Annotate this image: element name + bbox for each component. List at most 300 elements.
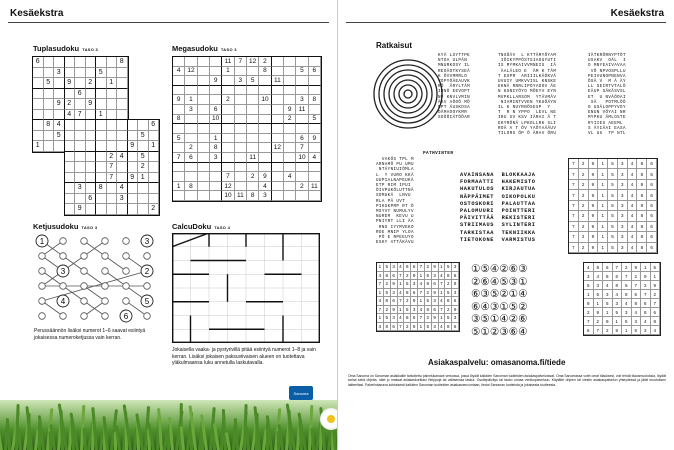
mega-cell[interactable] [222,115,234,125]
sudoku-cell[interactable] [138,183,149,194]
mega-cell[interactable]: 3 [259,191,271,201]
sudoku-cell[interactable] [86,131,97,142]
mega-cell[interactable] [198,95,210,105]
mega-cell[interactable]: 3 [210,153,222,163]
sudoku-cell[interactable] [128,183,139,194]
mega-cell[interactable] [296,86,308,96]
mega-cell[interactable] [259,105,271,115]
sudoku-cell[interactable] [65,68,76,79]
sudoku-cell[interactable]: 5 [96,68,107,79]
sudoku-cell[interactable] [33,120,44,131]
mega-cell[interactable] [309,105,321,115]
sudoku-cell[interactable] [107,183,118,194]
mega-cell[interactable] [296,124,308,134]
mega-cell[interactable] [222,163,234,173]
sudoku-cell[interactable]: 7 [107,173,118,184]
sudoku-cell[interactable]: 8 [117,57,128,68]
sudoku-cell[interactable] [96,99,107,110]
sudoku-cell[interactable] [33,131,44,142]
mega-cell[interactable] [235,153,247,163]
mega-cell[interactable] [235,134,247,144]
mega-cell[interactable]: 6 [296,134,308,144]
mega-cell[interactable] [185,134,197,144]
sudoku-cell[interactable]: 2 [149,204,160,215]
sudoku-cell[interactable] [117,68,128,79]
mega-cell[interactable] [272,163,284,173]
sudoku-cell[interactable] [128,194,139,205]
sudoku-cell[interactable] [96,162,107,173]
sudoku-cell[interactable]: 7 [75,110,86,121]
mega-cell[interactable] [210,182,222,192]
calcudoku-grid[interactable] [172,233,320,343]
mega-cell[interactable] [284,134,296,144]
sudoku-cell[interactable] [75,152,86,163]
mega-cell[interactable]: 4 [259,182,271,192]
mega-cell[interactable]: 8 [173,115,185,125]
mega-cell[interactable] [309,191,321,201]
mega-cell[interactable] [309,86,321,96]
sudoku-cell[interactable]: 6 [149,120,160,131]
mega-cell[interactable] [247,67,259,77]
mega-cell[interactable]: 2 [185,143,197,153]
sudoku-cell[interactable] [138,204,149,215]
mega-cell[interactable]: 12 [272,143,284,153]
mega-cell[interactable] [284,67,296,77]
mega-cell[interactable] [284,143,296,153]
sudoku-cell[interactable] [117,162,128,173]
mega-cell[interactable] [272,86,284,96]
mega-cell[interactable] [247,163,259,173]
mega-cell[interactable] [185,124,197,134]
mega-cell[interactable] [259,143,271,153]
mega-cell[interactable]: 3 [185,105,197,115]
mega-cell[interactable] [272,105,284,115]
mega-cell[interactable] [198,134,210,144]
sudoku-cell[interactable] [65,173,76,184]
mega-cell[interactable]: 5 [247,76,259,86]
sudoku-cell[interactable] [44,57,55,68]
mega-cell[interactable] [210,172,222,182]
mega-cell[interactable]: 11 [296,105,308,115]
sudoku-cell[interactable] [75,68,86,79]
sudoku-cell[interactable] [86,120,97,131]
mega-cell[interactable] [296,57,308,67]
mega-cell[interactable] [222,153,234,163]
mega-cell[interactable] [309,172,321,182]
mega-cell[interactable] [222,105,234,115]
mega-cell[interactable] [185,57,197,67]
sudoku-cell[interactable] [128,131,139,142]
sudoku-cell[interactable] [75,162,86,173]
mega-cell[interactable] [210,86,222,96]
mega-cell[interactable] [272,153,284,163]
mega-cell[interactable] [259,115,271,125]
mega-cell[interactable]: 12 [222,182,234,192]
sudoku-cell[interactable] [117,141,128,152]
mega-cell[interactable] [185,191,197,201]
sudoku-cell[interactable]: 2 [86,78,97,89]
sudoku-cell[interactable]: 4 [117,152,128,163]
sudoku-cell[interactable]: 1 [138,173,149,184]
mega-cell[interactable]: 2 [296,182,308,192]
sudoku-cell[interactable]: 7 [107,162,118,173]
sudoku-cell[interactable]: 5 [44,78,55,89]
sudoku-cell[interactable] [96,89,107,100]
sudoku-cell[interactable] [86,152,97,163]
mega-cell[interactable] [173,143,185,153]
sudoku-cell[interactable] [117,78,128,89]
sudoku-cell[interactable]: 4 [54,120,65,131]
mega-cell[interactable] [272,67,284,77]
sudoku-cell[interactable] [65,89,76,100]
mega-cell[interactable] [173,57,185,67]
sudoku-cell[interactable] [54,78,65,89]
mega-cell[interactable] [272,172,284,182]
mega-cell[interactable]: 1 [185,95,197,105]
sudoku-cell[interactable] [117,120,128,131]
mega-cell[interactable] [296,115,308,125]
mega-cell[interactable] [185,115,197,125]
sudoku-cell[interactable] [107,120,118,131]
sudoku-cell[interactable]: 5 [138,152,149,163]
sudoku-cell[interactable] [65,57,76,68]
sudoku-cell[interactable]: 6 [75,89,86,100]
tuplasudoku-grid[interactable] [32,56,157,213]
mega-cell[interactable] [198,86,210,96]
sudoku-cell[interactable] [65,162,76,173]
mega-cell[interactable] [210,57,222,67]
mega-cell[interactable] [198,115,210,125]
sudoku-cell[interactable]: 3 [117,194,128,205]
sudoku-cell[interactable] [44,141,55,152]
sudoku-cell[interactable] [128,162,139,173]
sudoku-cell[interactable] [107,89,118,100]
mega-cell[interactable] [235,115,247,125]
mega-cell[interactable] [284,153,296,163]
mega-cell[interactable] [173,86,185,96]
mega-cell[interactable] [235,105,247,115]
mega-cell[interactable] [284,124,296,134]
sudoku-cell[interactable] [54,89,65,100]
mega-cell[interactable] [284,163,296,173]
sudoku-cell[interactable]: 4 [117,183,128,194]
sudoku-cell[interactable] [44,110,55,121]
mega-cell[interactable] [272,191,284,201]
sudoku-cell[interactable] [107,194,118,205]
sudoku-cell[interactable]: 2 [138,162,149,173]
mega-cell[interactable] [284,182,296,192]
mega-cell[interactable]: 11 [272,76,284,86]
sudoku-cell[interactable] [107,141,118,152]
mega-cell[interactable]: 8 [247,191,259,201]
sudoku-cell[interactable] [75,57,86,68]
sudoku-cell[interactable] [86,57,97,68]
mega-cell[interactable] [235,143,247,153]
sudoku-cell[interactable] [149,194,160,205]
sudoku-cell[interactable] [107,68,118,79]
sudoku-cell[interactable] [65,120,76,131]
sudoku-cell[interactable]: 9 [128,141,139,152]
sudoku-cell[interactable] [75,173,86,184]
mega-cell[interactable] [259,124,271,134]
sudoku-cell[interactable] [86,68,97,79]
sudoku-cell[interactable] [44,131,55,142]
mega-cell[interactable] [198,143,210,153]
mega-cell[interactable] [296,172,308,182]
mega-cell[interactable] [272,134,284,144]
sudoku-cell[interactable] [128,120,139,131]
sudoku-cell[interactable] [96,141,107,152]
mega-cell[interactable]: 8 [185,182,197,192]
sudoku-cell[interactable] [149,183,160,194]
mega-cell[interactable] [259,163,271,173]
sudoku-cell[interactable]: 9 [128,173,139,184]
mega-cell[interactable] [259,153,271,163]
mega-cell[interactable]: 8 [210,143,222,153]
mega-cell[interactable] [284,191,296,201]
sudoku-cell[interactable] [138,141,149,152]
mega-cell[interactable] [198,182,210,192]
sudoku-cell[interactable]: 9 [54,99,65,110]
mega-cell[interactable] [185,163,197,173]
mega-cell[interactable] [173,76,185,86]
sudoku-cell[interactable] [96,204,107,215]
mega-cell[interactable] [198,163,210,173]
mega-cell[interactable] [296,76,308,86]
mega-cell[interactable] [284,57,296,67]
mega-cell[interactable]: 2 [222,95,234,105]
sudoku-cell[interactable] [44,89,55,100]
sudoku-cell[interactable] [75,99,86,110]
sudoku-cell[interactable] [107,131,118,142]
mega-cell[interactable] [296,163,308,173]
sudoku-cell[interactable]: 5 [54,131,65,142]
mega-cell[interactable]: 1 [173,182,185,192]
mega-cell[interactable]: 5 [296,67,308,77]
sudoku-cell[interactable] [44,68,55,79]
mega-cell[interactable] [247,143,259,153]
sudoku-cell[interactable] [54,57,65,68]
sudoku-cell[interactable] [65,183,76,194]
mega-cell[interactable] [210,95,222,105]
mega-cell[interactable] [210,124,222,134]
sudoku-cell[interactable]: 1 [96,110,107,121]
sudoku-cell[interactable]: 6 [86,194,97,205]
sudoku-cell[interactable] [75,78,86,89]
sudoku-cell[interactable] [96,194,107,205]
sudoku-cell[interactable] [96,120,107,131]
mega-cell[interactable]: 11 [235,191,247,201]
mega-cell[interactable] [309,57,321,67]
mega-cell[interactable] [259,76,271,86]
megasudoku-grid[interactable] [172,56,322,202]
sudoku-cell[interactable] [75,131,86,142]
sudoku-cell[interactable] [149,152,160,163]
mega-cell[interactable] [235,182,247,192]
mega-cell[interactable] [309,76,321,86]
sudoku-cell[interactable] [138,120,149,131]
mega-cell[interactable] [222,76,234,86]
mega-cell[interactable] [198,57,210,67]
sudoku-cell[interactable]: 8 [96,183,107,194]
sudoku-cell[interactable] [86,141,97,152]
mega-cell[interactable]: 4 [309,153,321,163]
sudoku-cell[interactable] [138,194,149,205]
mega-cell[interactable]: 11 [247,153,259,163]
mega-cell[interactable] [222,134,234,144]
mega-cell[interactable] [284,95,296,105]
sudoku-cell[interactable]: 9 [75,204,86,215]
sudoku-cell[interactable] [86,204,97,215]
mega-cell[interactable]: 9 [309,134,321,144]
mega-cell[interactable] [185,172,197,182]
mega-cell[interactable] [235,163,247,173]
mega-cell[interactable] [247,124,259,134]
mega-cell[interactable]: 2 [284,115,296,125]
mega-cell[interactable] [272,124,284,134]
sudoku-cell[interactable]: 8 [44,120,55,131]
sudoku-cell[interactable] [117,204,128,215]
mega-cell[interactable]: 7 [296,143,308,153]
mega-cell[interactable]: 12 [185,67,197,77]
sudoku-cell[interactable] [33,89,44,100]
mega-cell[interactable]: 6 [210,105,222,115]
mega-cell[interactable]: 5 [309,115,321,125]
mega-cell[interactable] [198,172,210,182]
sudoku-cell[interactable]: 3 [54,68,65,79]
mega-cell[interactable] [222,143,234,153]
sudoku-cell[interactable] [86,89,97,100]
mega-cell[interactable] [235,172,247,182]
sudoku-cell[interactable] [149,131,160,142]
mega-cell[interactable] [173,172,185,182]
sudoku-cell[interactable] [149,162,160,173]
sudoku-cell[interactable] [107,204,118,215]
sudoku-cell[interactable] [65,194,76,205]
sudoku-cell[interactable] [33,99,44,110]
sudoku-cell[interactable] [86,173,97,184]
sudoku-cell[interactable] [33,110,44,121]
mega-cell[interactable] [247,134,259,144]
sudoku-cell[interactable] [107,99,118,110]
mega-cell[interactable] [198,153,210,163]
mega-cell[interactable] [235,95,247,105]
sudoku-cell[interactable] [65,131,76,142]
sudoku-cell[interactable] [149,173,160,184]
mega-cell[interactable] [185,76,197,86]
sudoku-cell[interactable] [86,183,97,194]
mega-cell[interactable] [284,76,296,86]
mega-cell[interactable] [309,124,321,134]
sudoku-cell[interactable] [96,131,107,142]
mega-cell[interactable]: 7 [173,153,185,163]
mega-cell[interactable] [272,182,284,192]
mega-cell[interactable]: 8 [259,67,271,77]
sudoku-cell[interactable]: 1 [149,141,160,152]
sudoku-cell[interactable]: 1 [33,141,44,152]
mega-cell[interactable]: 8 [309,95,321,105]
sudoku-cell[interactable] [33,78,44,89]
mega-cell[interactable]: 6 [185,153,197,163]
ketjusudoku-board[interactable] [32,233,157,323]
sudoku-cell[interactable] [128,204,139,215]
mega-cell[interactable] [259,86,271,96]
mega-cell[interactable] [222,86,234,96]
sudoku-cell[interactable] [107,57,118,68]
sudoku-cell[interactable]: 4 [65,110,76,121]
mega-cell[interactable]: 12 [247,57,259,67]
sudoku-cell[interactable]: 2 [107,152,118,163]
mega-cell[interactable]: 1 [210,134,222,144]
sudoku-cell[interactable] [65,204,76,215]
sudoku-cell[interactable]: 1 [107,78,118,89]
mega-cell[interactable]: 9 [173,95,185,105]
mega-cell[interactable]: 11 [309,182,321,192]
sudoku-cell[interactable] [96,173,107,184]
sudoku-cell[interactable]: 2 [65,99,76,110]
mega-cell[interactable] [198,105,210,115]
tupla-grid-b[interactable] [64,119,161,216]
sudoku-cell[interactable]: 3 [75,183,86,194]
mega-cell[interactable] [198,76,210,86]
sudoku-cell[interactable]: 5 [138,131,149,142]
mega-cell[interactable]: 6 [309,67,321,77]
mega-cell[interactable] [247,182,259,192]
mega-cell[interactable] [210,163,222,173]
mega-cell[interactable] [235,124,247,134]
sudoku-cell[interactable] [65,152,76,163]
mega-cell[interactable] [309,143,321,153]
sudoku-cell[interactable]: 9 [86,99,97,110]
sudoku-cell[interactable] [75,120,86,131]
mega-cell[interactable] [247,115,259,125]
mega-cell[interactable] [284,86,296,96]
mega-cell[interactable] [235,67,247,77]
mega-cell[interactable] [309,163,321,173]
sudoku-cell[interactable] [96,152,107,163]
mega-cell[interactable] [173,163,185,173]
mega-cell[interactable] [210,67,222,77]
mega-cell[interactable]: 10 [259,95,271,105]
mega-cell[interactable] [173,124,185,134]
mega-cell[interactable]: 4 [284,172,296,182]
sudoku-cell[interactable] [86,162,97,173]
mega-cell[interactable]: 3 [296,95,308,105]
mega-cell[interactable] [247,95,259,105]
mega-cell[interactable]: 5 [173,134,185,144]
mega-cell[interactable]: 3 [235,76,247,86]
mega-cell[interactable] [173,105,185,115]
mega-cell[interactable]: 7 [235,57,247,67]
mega-cell[interactable]: 9 [284,105,296,115]
sudoku-cell[interactable] [128,152,139,163]
sudoku-cell[interactable] [117,131,128,142]
mega-cell[interactable] [272,95,284,105]
mega-cell[interactable] [173,191,185,201]
mega-cell[interactable]: 2 [247,172,259,182]
mega-cell[interactable]: 9 [210,76,222,86]
mega-cell[interactable] [198,191,210,201]
mega-cell[interactable]: 11 [222,57,234,67]
sudoku-cell[interactable] [96,57,107,68]
mega-cell[interactable] [296,191,308,201]
mega-cell[interactable]: 10 [210,115,222,125]
sudoku-cell[interactable] [117,173,128,184]
sudoku-cell[interactable] [65,141,76,152]
mega-cell[interactable] [272,57,284,67]
mega-cell[interactable] [235,86,247,96]
mega-cell[interactable]: 4 [173,67,185,77]
